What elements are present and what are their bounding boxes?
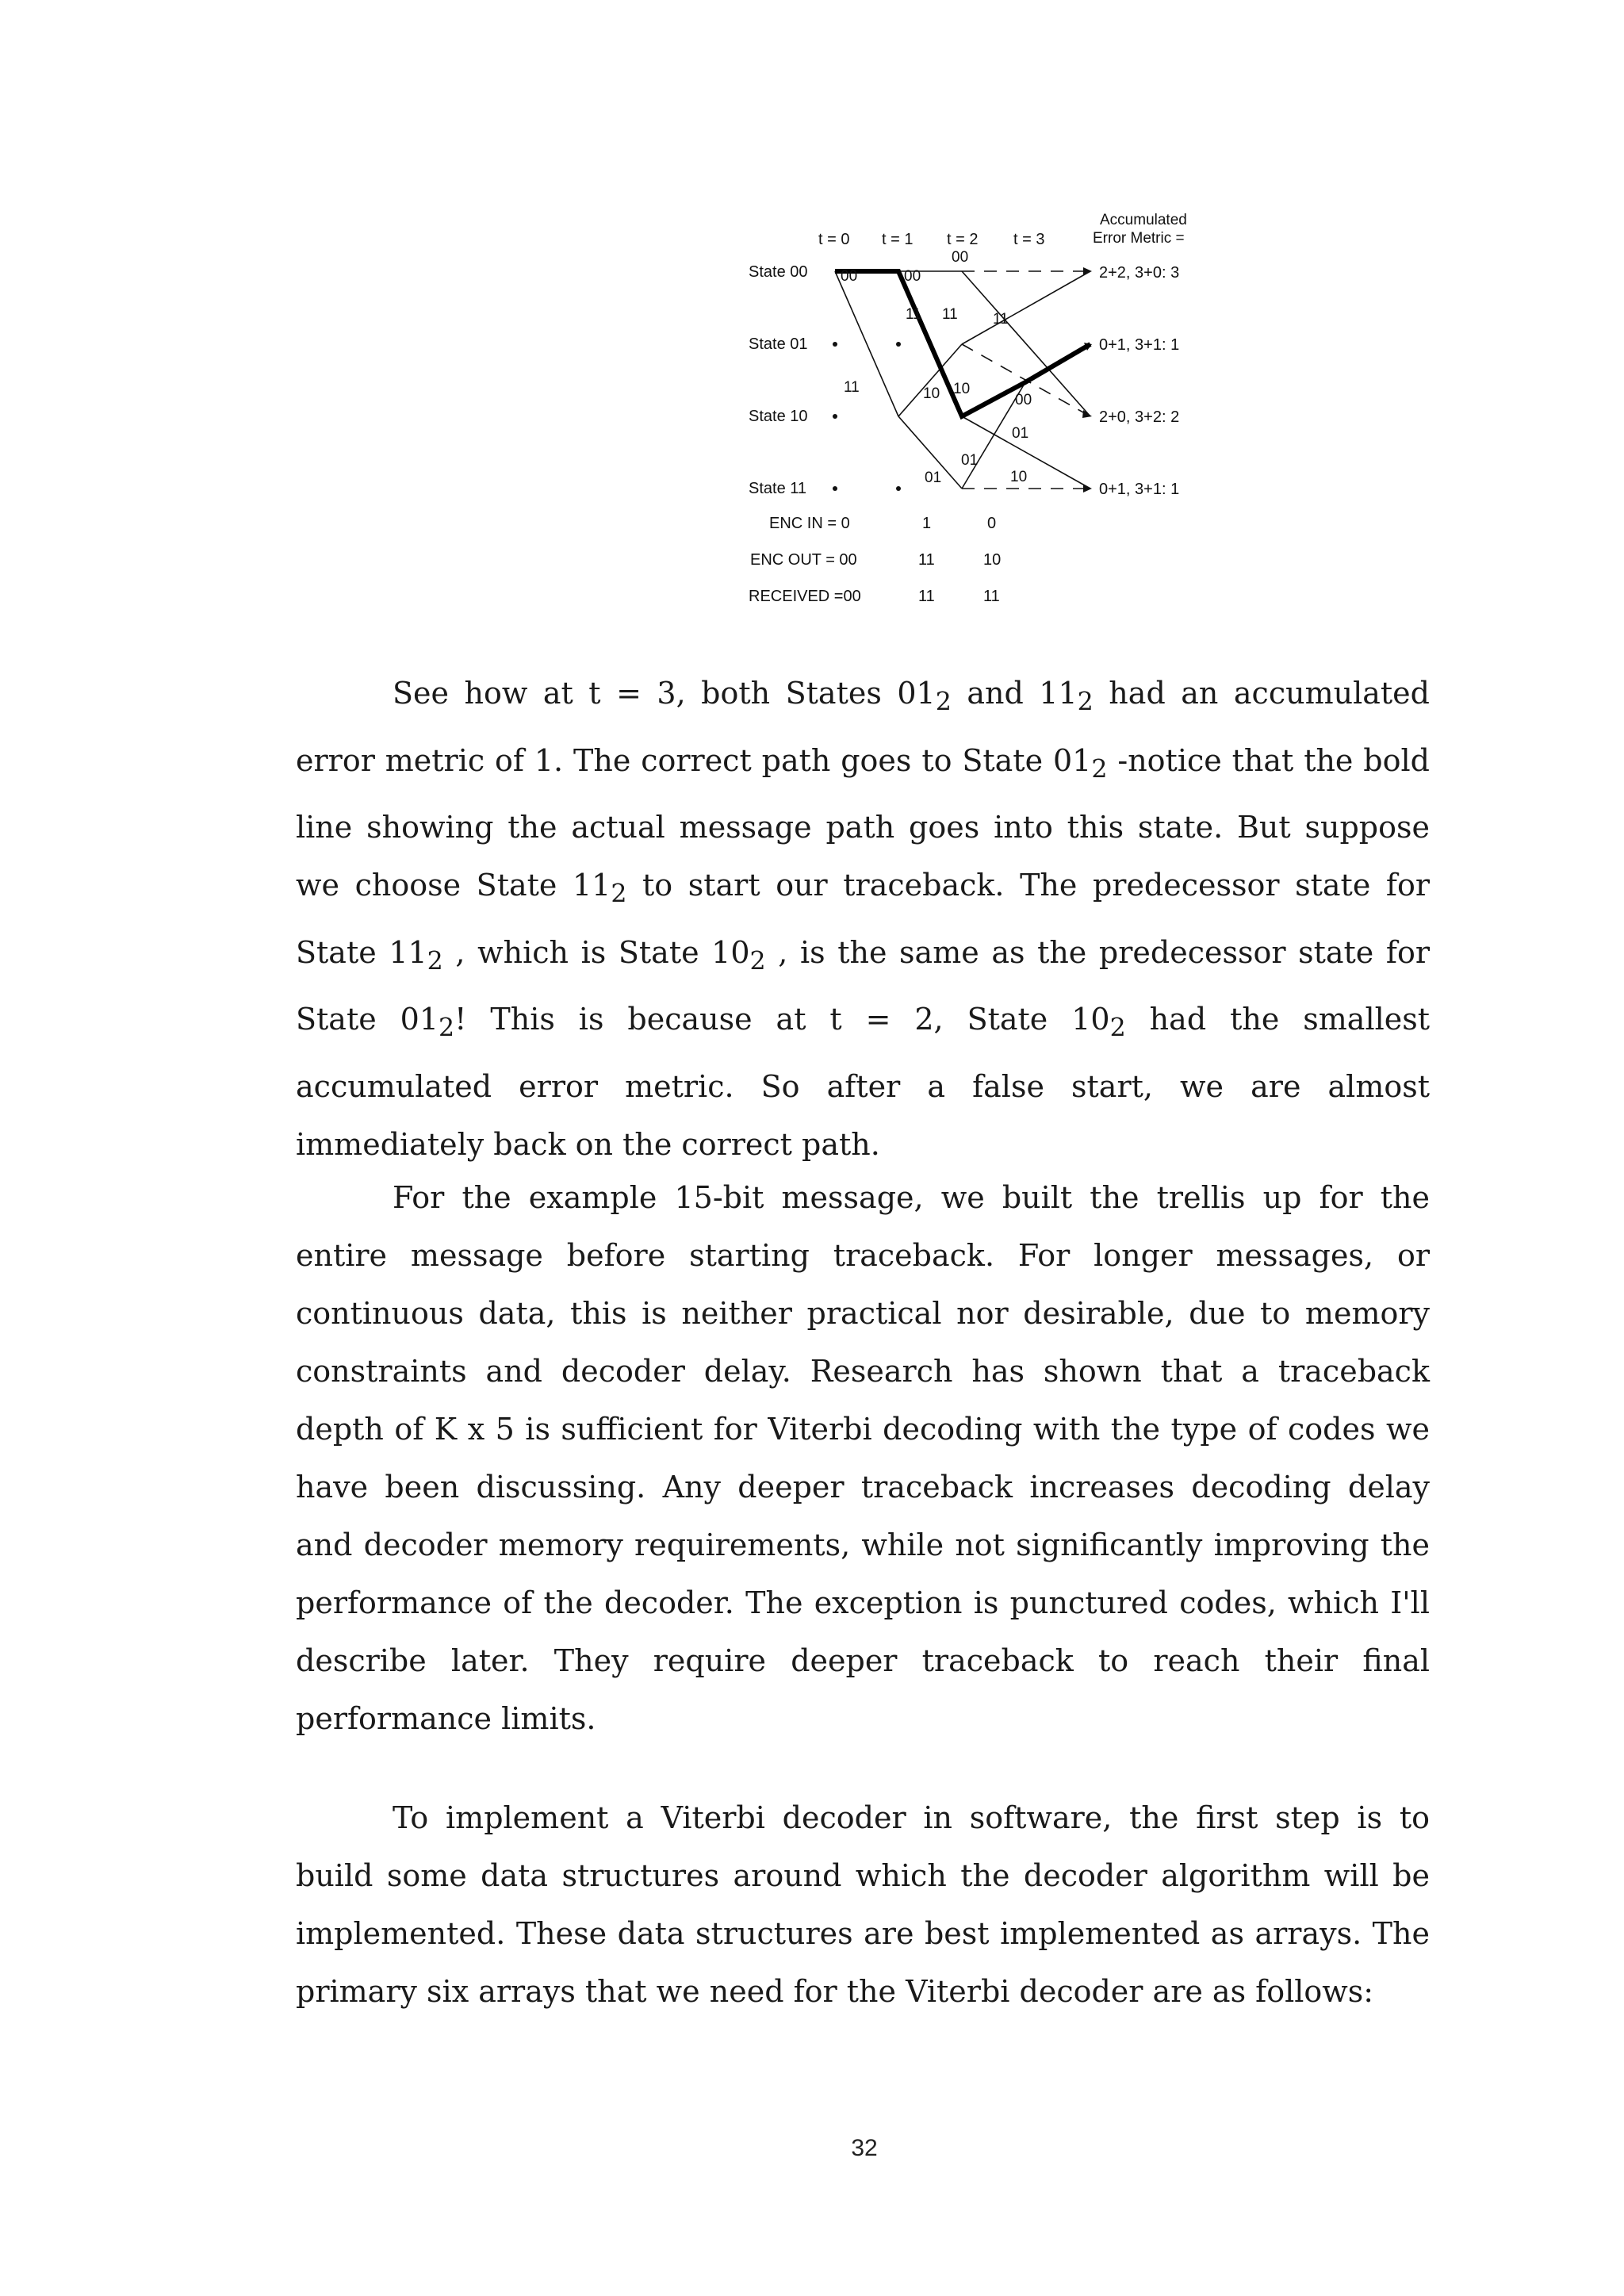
row-enc-in-label: ENC IN = 0 <box>769 515 850 532</box>
metric-state-10: 2+0, 3+2: 2 <box>1099 408 1180 426</box>
time-label-t1: t = 1 <box>882 231 914 248</box>
paragraph-traceback-example: See how at t = 3, both States $01_2$ and $11_2$ had an accumulated error metric of 1. The correct path goes to State $01_2$ -notice that the bold line showing the actual message path goes into this state. But suppose we choose State $11_2$ to start our traceback. The predecessor state for State $11_2$ , which is State $10_2$ , is the same as the predecessor state for State $01_2$! This is because at t = 2, State $10_2$ had the smallest accumulated error metric. So after a false start, we are almost immediately back on the correct path. <box>296 676 1431 1162</box>
row-enc-in-v1: 1 <box>922 515 932 532</box>
state-label-01: State 01 <box>749 335 808 353</box>
branch-label: 11 <box>942 306 958 323</box>
branch-label: 01 <box>1012 425 1029 442</box>
metric-header-line1: Accumulated <box>1100 212 1187 228</box>
branch-label: 10 <box>953 381 971 397</box>
branch-label: 00 <box>904 268 921 285</box>
row-enc-in-v2: 0 <box>987 515 997 532</box>
metric-state-11: 0+1, 3+1: 1 <box>1099 481 1180 498</box>
row-received-v2: 11 <box>983 588 1000 605</box>
state-label-10: State 10 <box>749 408 808 425</box>
branch-label: 11 <box>993 311 1009 328</box>
metric-state-00: 2+2, 3+0: 3 <box>1099 264 1180 282</box>
state-label-11: State 11 <box>749 480 807 497</box>
row-enc-out-v2: 10 <box>983 551 1002 569</box>
branch-label: 00 <box>952 249 969 266</box>
branch-label: 10 <box>923 385 940 402</box>
branch-label: 00 <box>1015 392 1032 408</box>
page-number: 32 <box>851 2135 878 2161</box>
branch-label: 11 <box>906 306 921 323</box>
branch-label: 01 <box>961 452 979 469</box>
branch-label: 00 <box>841 268 858 285</box>
time-label-t2: t = 2 <box>947 231 979 248</box>
trellis-diagram <box>737 208 1229 620</box>
metric-state-01: 0+1, 3+1: 1 <box>1099 336 1180 354</box>
state-label-00: State 00 <box>749 263 808 281</box>
paragraph-traceback-depth: For the example 15-bit message, we built the trellis up for the entire message before starting traceback. For longer messages, or continuous data, this is neither practical nor desirable, due to memory constraints and decoder delay. Research has shown that a traceback depth of K x 5 is sufficient for Viterbi decoding with the type of codes we have been discussing. Any deeper traceback increases decoding delay and decoder memory requirements, while not significantly improving the performance of the decoder. The exception is punctured codes, which I'll describe later. They require deeper traceback to reach their final performance limits. <box>296 1180 1430 1736</box>
row-received-label: RECEIVED =00 <box>749 588 861 605</box>
row-enc-out-v1: 11 <box>918 551 935 569</box>
trellis-arrowheads <box>1082 267 1092 493</box>
time-label-t3: t = 3 <box>1013 231 1045 248</box>
state-dots <box>833 342 901 491</box>
paragraph-software-implementation: To implement a Viterbi decoder in software, the first step is to build some data structures around which the decoder algorithm will be implemented. These data structures are best implemented as arrays. The primary six arrays that we need for the Viterbi decoder are as follows: <box>296 1800 1430 2009</box>
branch-label: 10 <box>1010 469 1028 485</box>
branch-label: 11 <box>844 379 860 396</box>
row-received-v1: 11 <box>918 588 935 605</box>
row-enc-out-label: ENC OUT = 00 <box>750 551 857 569</box>
branch-label: 01 <box>925 470 942 486</box>
time-label-t0: t = 0 <box>818 231 850 248</box>
metric-header-line2: Error Metric = <box>1093 230 1185 247</box>
